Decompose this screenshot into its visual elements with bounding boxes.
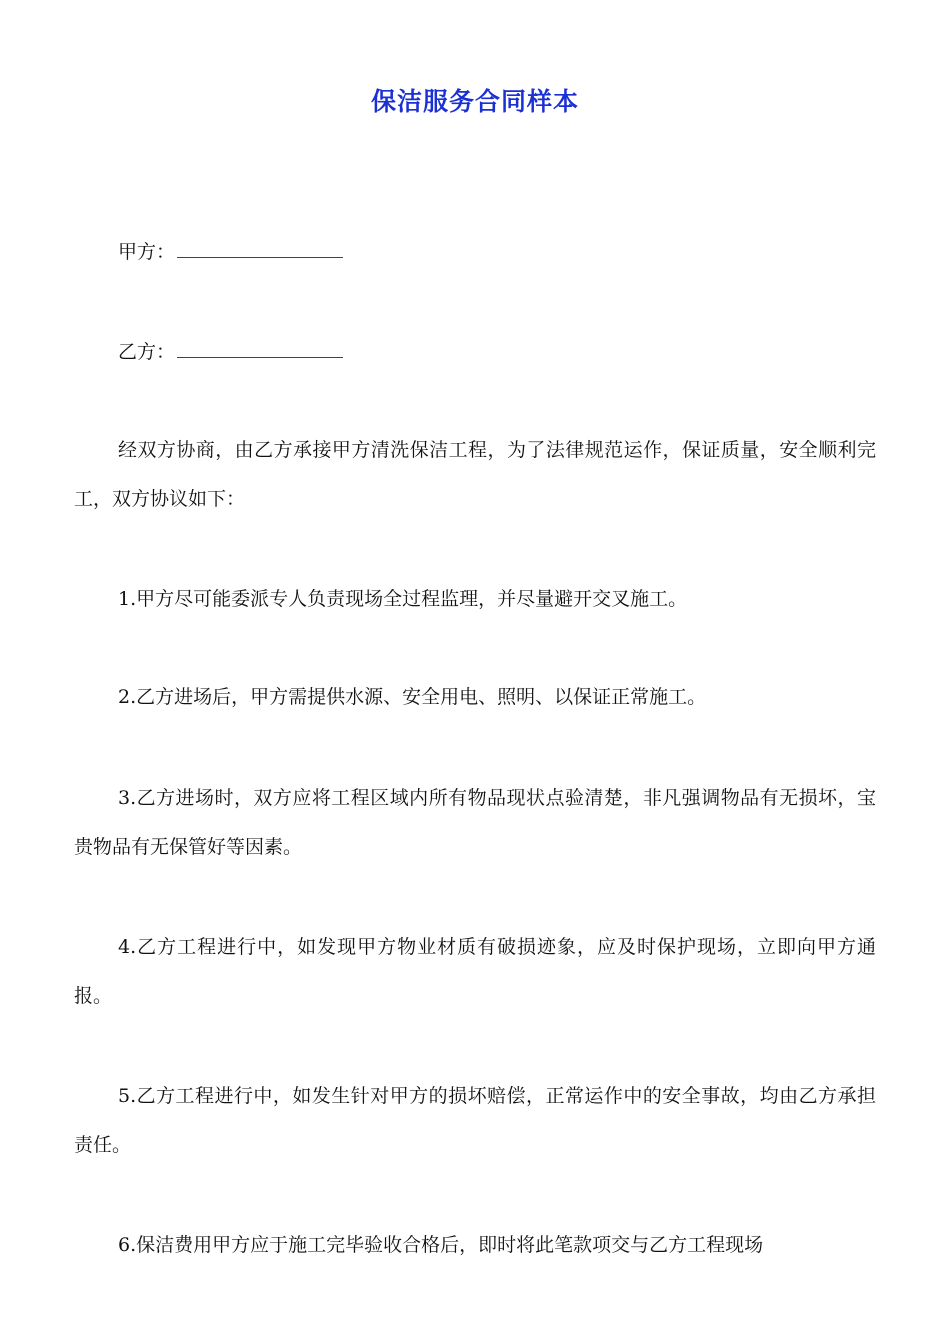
clause-3: 3.乙方进场时，双方应将工程区域内所有物品现状点验清楚，非凡强调物品有无损坏，宝贵物品有无保管好等因素。 [74,787,876,858]
party-b-label: 乙方： [118,341,176,363]
party-a-blank-line [177,239,343,258]
clause-1: 1.甲方尽可能委派专人负责现场全过程监理，并尽量避开交叉施工。 [118,588,688,610]
clause-2: 2.乙方进场后，甲方需提供水源、安全用电、照明、以保证正常施工。 [118,686,707,708]
party-b-field [118,338,343,366]
party-a-field [118,238,343,266]
clause-5: 5.乙方工程进行中，如发生针对甲方的损坏赔偿，正常运作中的安全事故，均由乙方承担责任。 [74,1085,876,1156]
party-a-label: 甲方： [118,241,176,263]
party-b-blank-line [177,339,343,358]
clause-6: 6.保洁费用甲方应于施工完毕验收合格后，即时将此笔款项交与乙方工程现场 [118,1234,764,1256]
clause-4: 4.乙方工程进行中，如发现甲方物业材质有破损迹象，应及时保护现场，立即向甲方通报。 [74,936,876,1007]
document-title: 保洁服务合同样本 [370,87,579,116]
intro-paragraph: 经双方协商，由乙方承接甲方清洗保洁工程，为了法律规范运作，保证质量，安全顺利完工，双方协议如下： [74,439,876,510]
